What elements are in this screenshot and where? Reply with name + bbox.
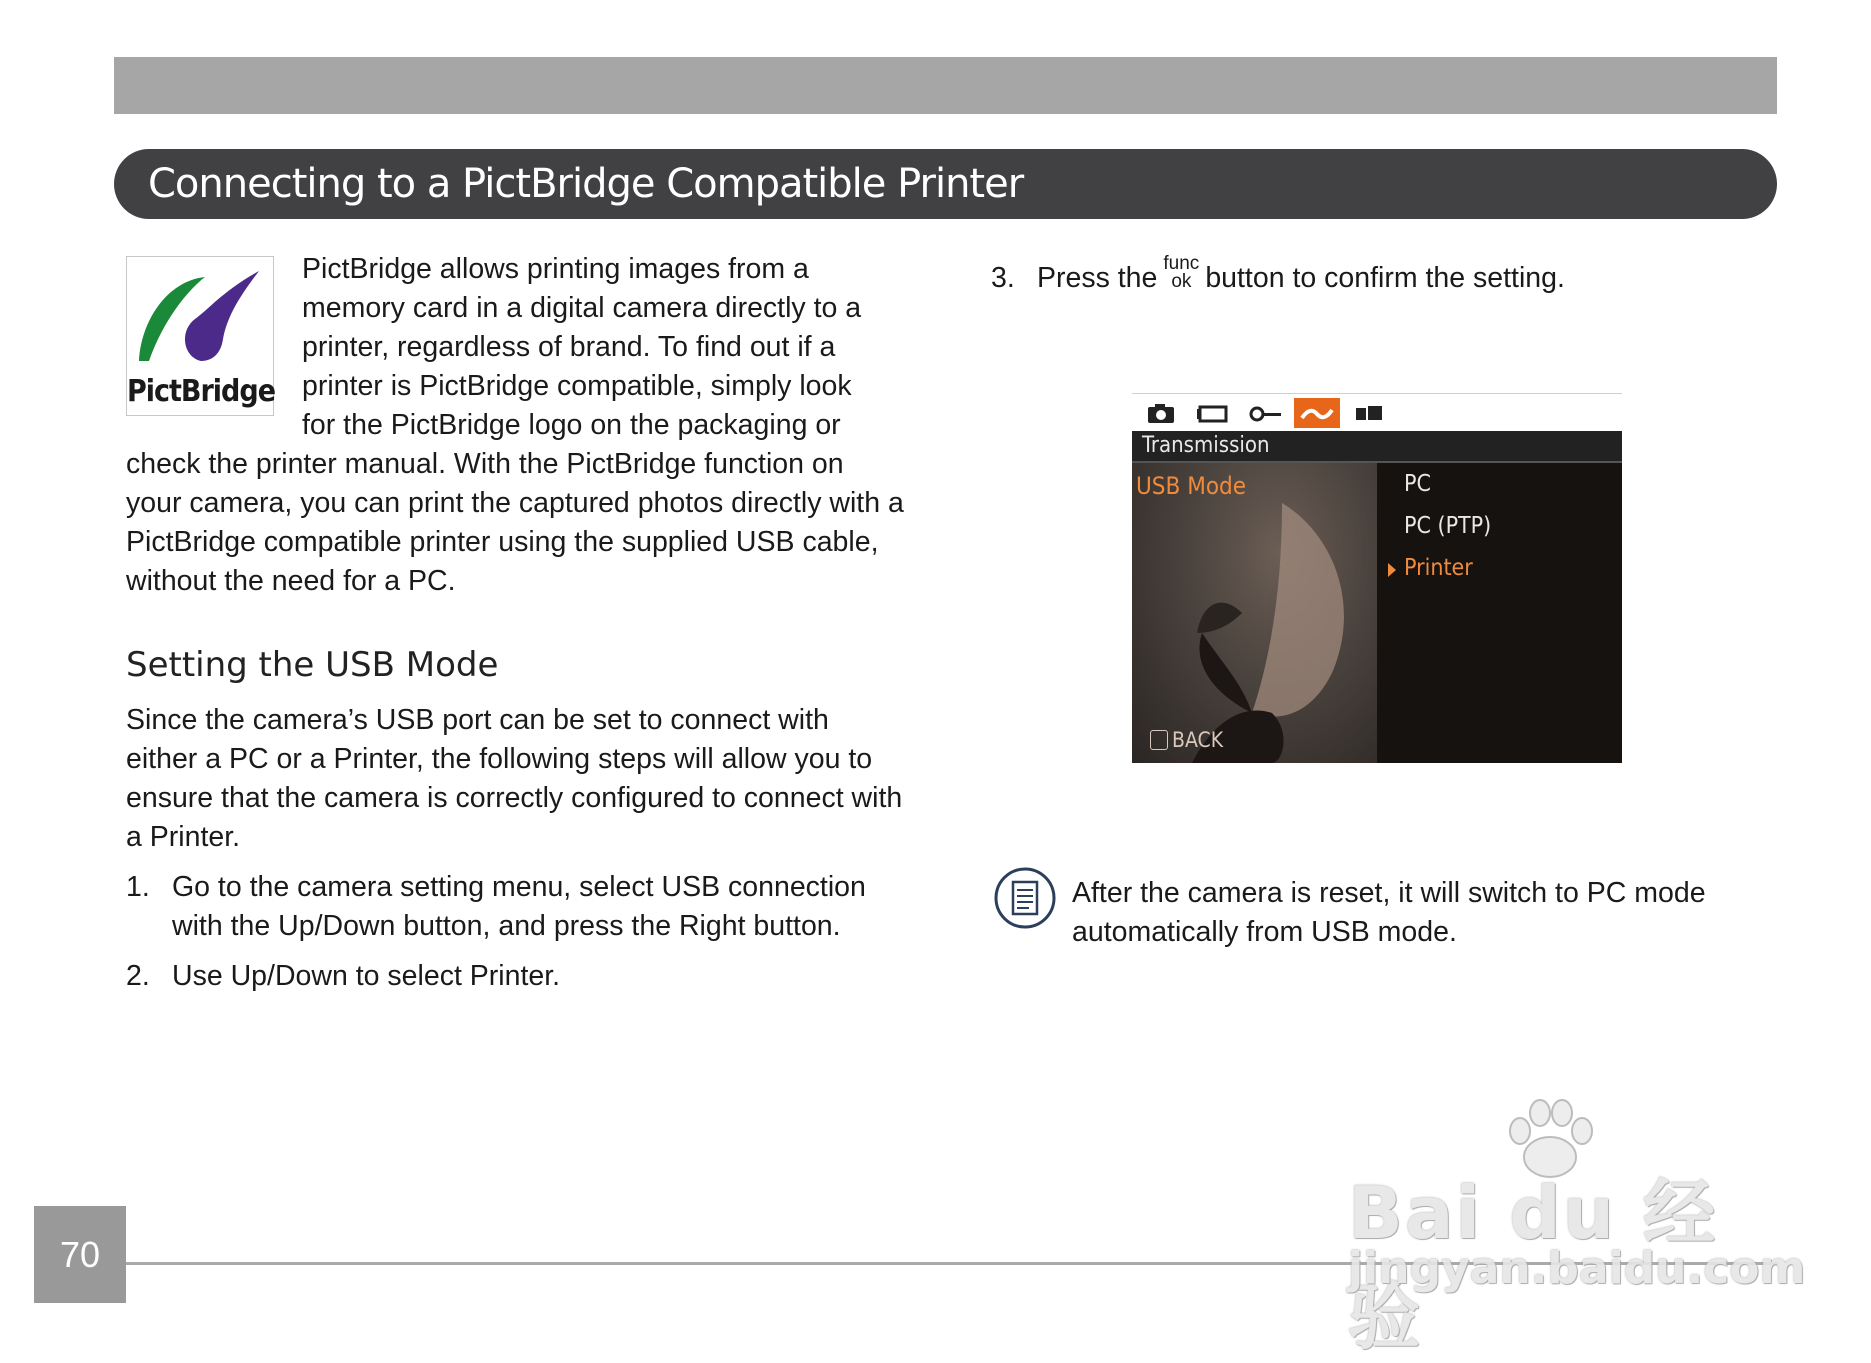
baidu-watermark <box>1340 1095 1806 1359</box>
step-text <box>1037 253 1757 298</box>
func-label: func <box>1163 253 1200 275</box>
camera-background-photo <box>1132 463 1377 763</box>
pictbridge-swoosh-icon <box>127 261 273 371</box>
step-text: Go to the camera setting menu, select USB connection with the Up/Down button, and press the Right button. <box>172 871 866 942</box>
back-icon <box>1150 730 1168 750</box>
intro-paragraph-top: PictBridge allows printing images from a memory card in a digital camera directly to a printer, regardless of brand. To find out if a printer is PictBridge compatible, simply look for the PictBridge logo on the packaging or <box>302 253 862 441</box>
usb-mode-item: USB Mode <box>1136 472 1247 500</box>
top-gray-bar <box>114 57 1777 114</box>
pictbridge-logo <box>126 256 274 416</box>
step-number: 1. <box>126 871 150 903</box>
camera-menu-header <box>1132 431 1622 463</box>
step-number: 2. <box>126 960 150 992</box>
step-text: Use Up/Down to select Printer. <box>172 960 561 992</box>
watermark-main-text: Bai du 经验 <box>1348 1171 1718 1359</box>
intro-paragraph-bottom: check the printer manual. With the PictBridge function on your camera, you can print the captured photos directly with a PictBridge compatible printer using the supplied USB cable, without the need for a PC. <box>126 448 904 597</box>
watermark-url-text: jingyan.baidu.com <box>1348 1243 1806 1294</box>
transmission-icon <box>1294 398 1340 428</box>
back-control <box>1150 728 1223 752</box>
page-title: Connecting to a PictBridge Compatible Printer <box>114 149 1777 219</box>
back-label: BACK <box>1172 728 1224 752</box>
camera-menu-tabs <box>1132 393 1622 432</box>
camera-icon <box>1138 398 1184 428</box>
option-pc-ptp: PC (PTP) <box>1404 513 1492 539</box>
func-ok-button-icon <box>1163 255 1199 291</box>
usb-mode-paragraph: Since the camera’s USB port can be set to connect with either a PC or a Printer, the following steps will allow you to ensure that the camera is correctly configured to connect with a Printer. <box>126 704 903 853</box>
option-printer: Printer <box>1404 555 1473 581</box>
pictbridge-logo-text: PictBridge <box>127 374 275 409</box>
display-icon <box>1190 398 1236 428</box>
step-1 <box>126 868 906 948</box>
key-icon <box>1242 398 1288 428</box>
page-number: 70 <box>34 1206 126 1303</box>
note-text: After the camera is reset, it will switch to PC mode automatically from USB mode. <box>1072 877 1706 948</box>
camera-menu-screenshot <box>1132 393 1622 763</box>
camera-options-panel <box>1377 463 1622 763</box>
step-3-after: button to confirm the setting. <box>1205 262 1565 294</box>
settings-icon <box>1346 398 1392 428</box>
flower-image <box>1132 463 1377 763</box>
note-icon <box>993 866 1057 930</box>
selection-arrow-icon <box>1388 563 1396 577</box>
step-number: 3. <box>991 262 1015 294</box>
camera-menu-title: Transmission <box>1142 433 1270 458</box>
step-3 <box>991 253 1751 299</box>
ok-label: ok <box>1171 271 1192 293</box>
usb-mode-heading: Setting the USB Mode <box>126 645 499 685</box>
option-pc: PC <box>1404 471 1431 497</box>
step-3-before: Press the <box>1037 262 1158 294</box>
step-2 <box>126 957 906 997</box>
